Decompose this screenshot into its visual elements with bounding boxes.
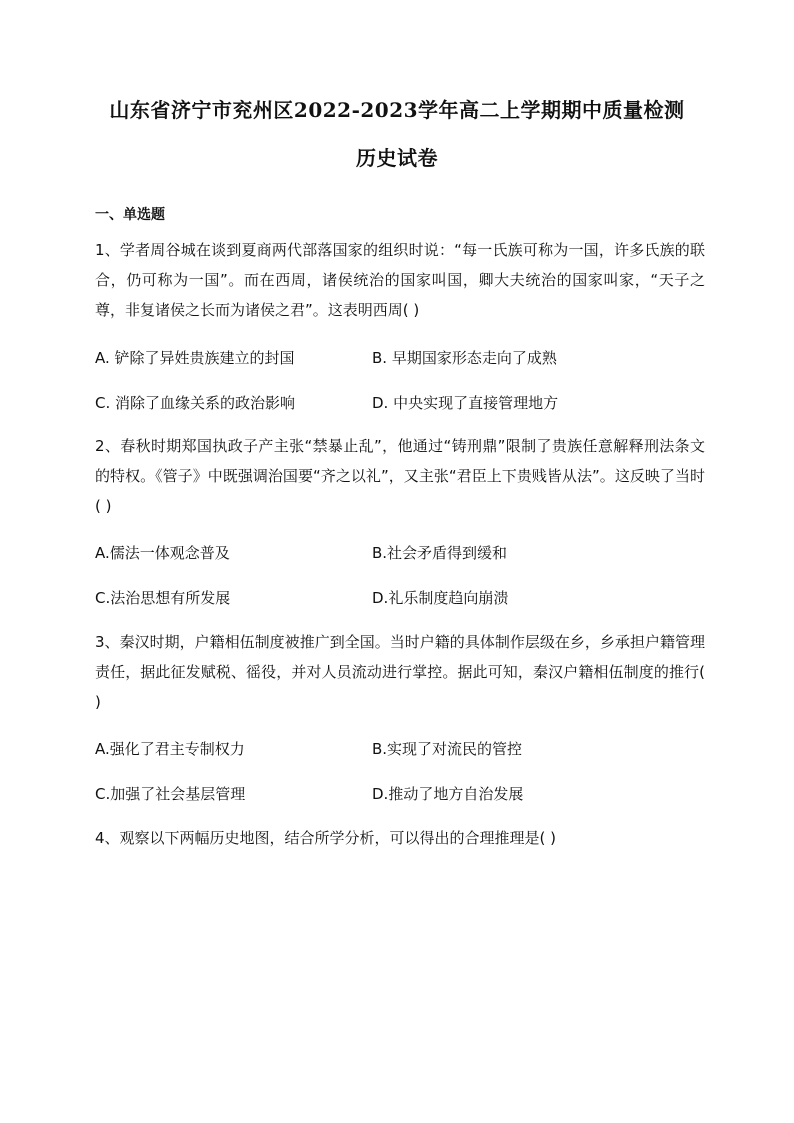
question-2-option-a: A.儒法一体观念普及 [95, 544, 230, 562]
question-4-stem: 4、观察以下两幅历史地图，结合所学分析，可以得出的合理推理是( ) [95, 829, 557, 847]
question-2-option-d: D.礼乐制度趋向崩溃 [372, 589, 509, 607]
question-3-option-c: C.加强了社会基层管理 [95, 785, 246, 803]
exam-subtitle: 历史试卷 [356, 146, 438, 170]
question-3-stem: 3、秦汉时期，户籍相伍制度被推广到全国。当时户籍的具体制作层级在乡，乡承担户籍管理责任，据此征发赋税、徭役，并对人员流动进行掌控。据此可知，秦汉户籍相伍制度的推行( ) [95, 633, 705, 711]
question-1-option-c: C. 消除了血缘关系的政治影响 [95, 394, 296, 412]
question-2-option-b: B.社会矛盾得到缓和 [372, 544, 508, 562]
question-1-option-a: A. 铲除了异姓贵族建立的封国 [95, 349, 295, 367]
question-3-option-d: D.推动了地方自治发展 [372, 785, 524, 803]
question-1-stem: 1、学者周谷城在谈到夏商两代部落国家的组织时说：“每一氏族可称为一国，许多氏族的联合，仍可称为一国”。而在西周，诸侯统治的国家叫国，卿大夫统治的国家叫家，“天子之尊，非复诸侯之长而为诸侯之君”。这表明西周( ) [95, 241, 705, 319]
question-1-option-b: B. 早期国家形态走向了成熟 [372, 349, 557, 367]
question-2-option-c: C.法治思想有所发展 [95, 589, 231, 607]
exam-title: 山东省济宁市兖州区2022-2023学年高二上学期期中质量检测 [109, 98, 685, 122]
question-2-stem: 2、春秋时期郑国执政子产主张“禁暴止乱”，他通过“铸刑鼎”限制了贵族任意解释刑法条文的特权。《管子》中既强调治国要“齐之以礼”，又主张“君臣上下贵贱皆从法”。这反映了当时( ) [95, 437, 705, 515]
question-3-option-b: B.实现了对流民的管控 [372, 740, 523, 758]
question-3-option-a: A.强化了君主专制权力 [95, 740, 245, 758]
section-heading: 一、单选题 [95, 207, 165, 223]
question-1-option-d: D. 中央实现了直接管理地方 [372, 394, 559, 412]
